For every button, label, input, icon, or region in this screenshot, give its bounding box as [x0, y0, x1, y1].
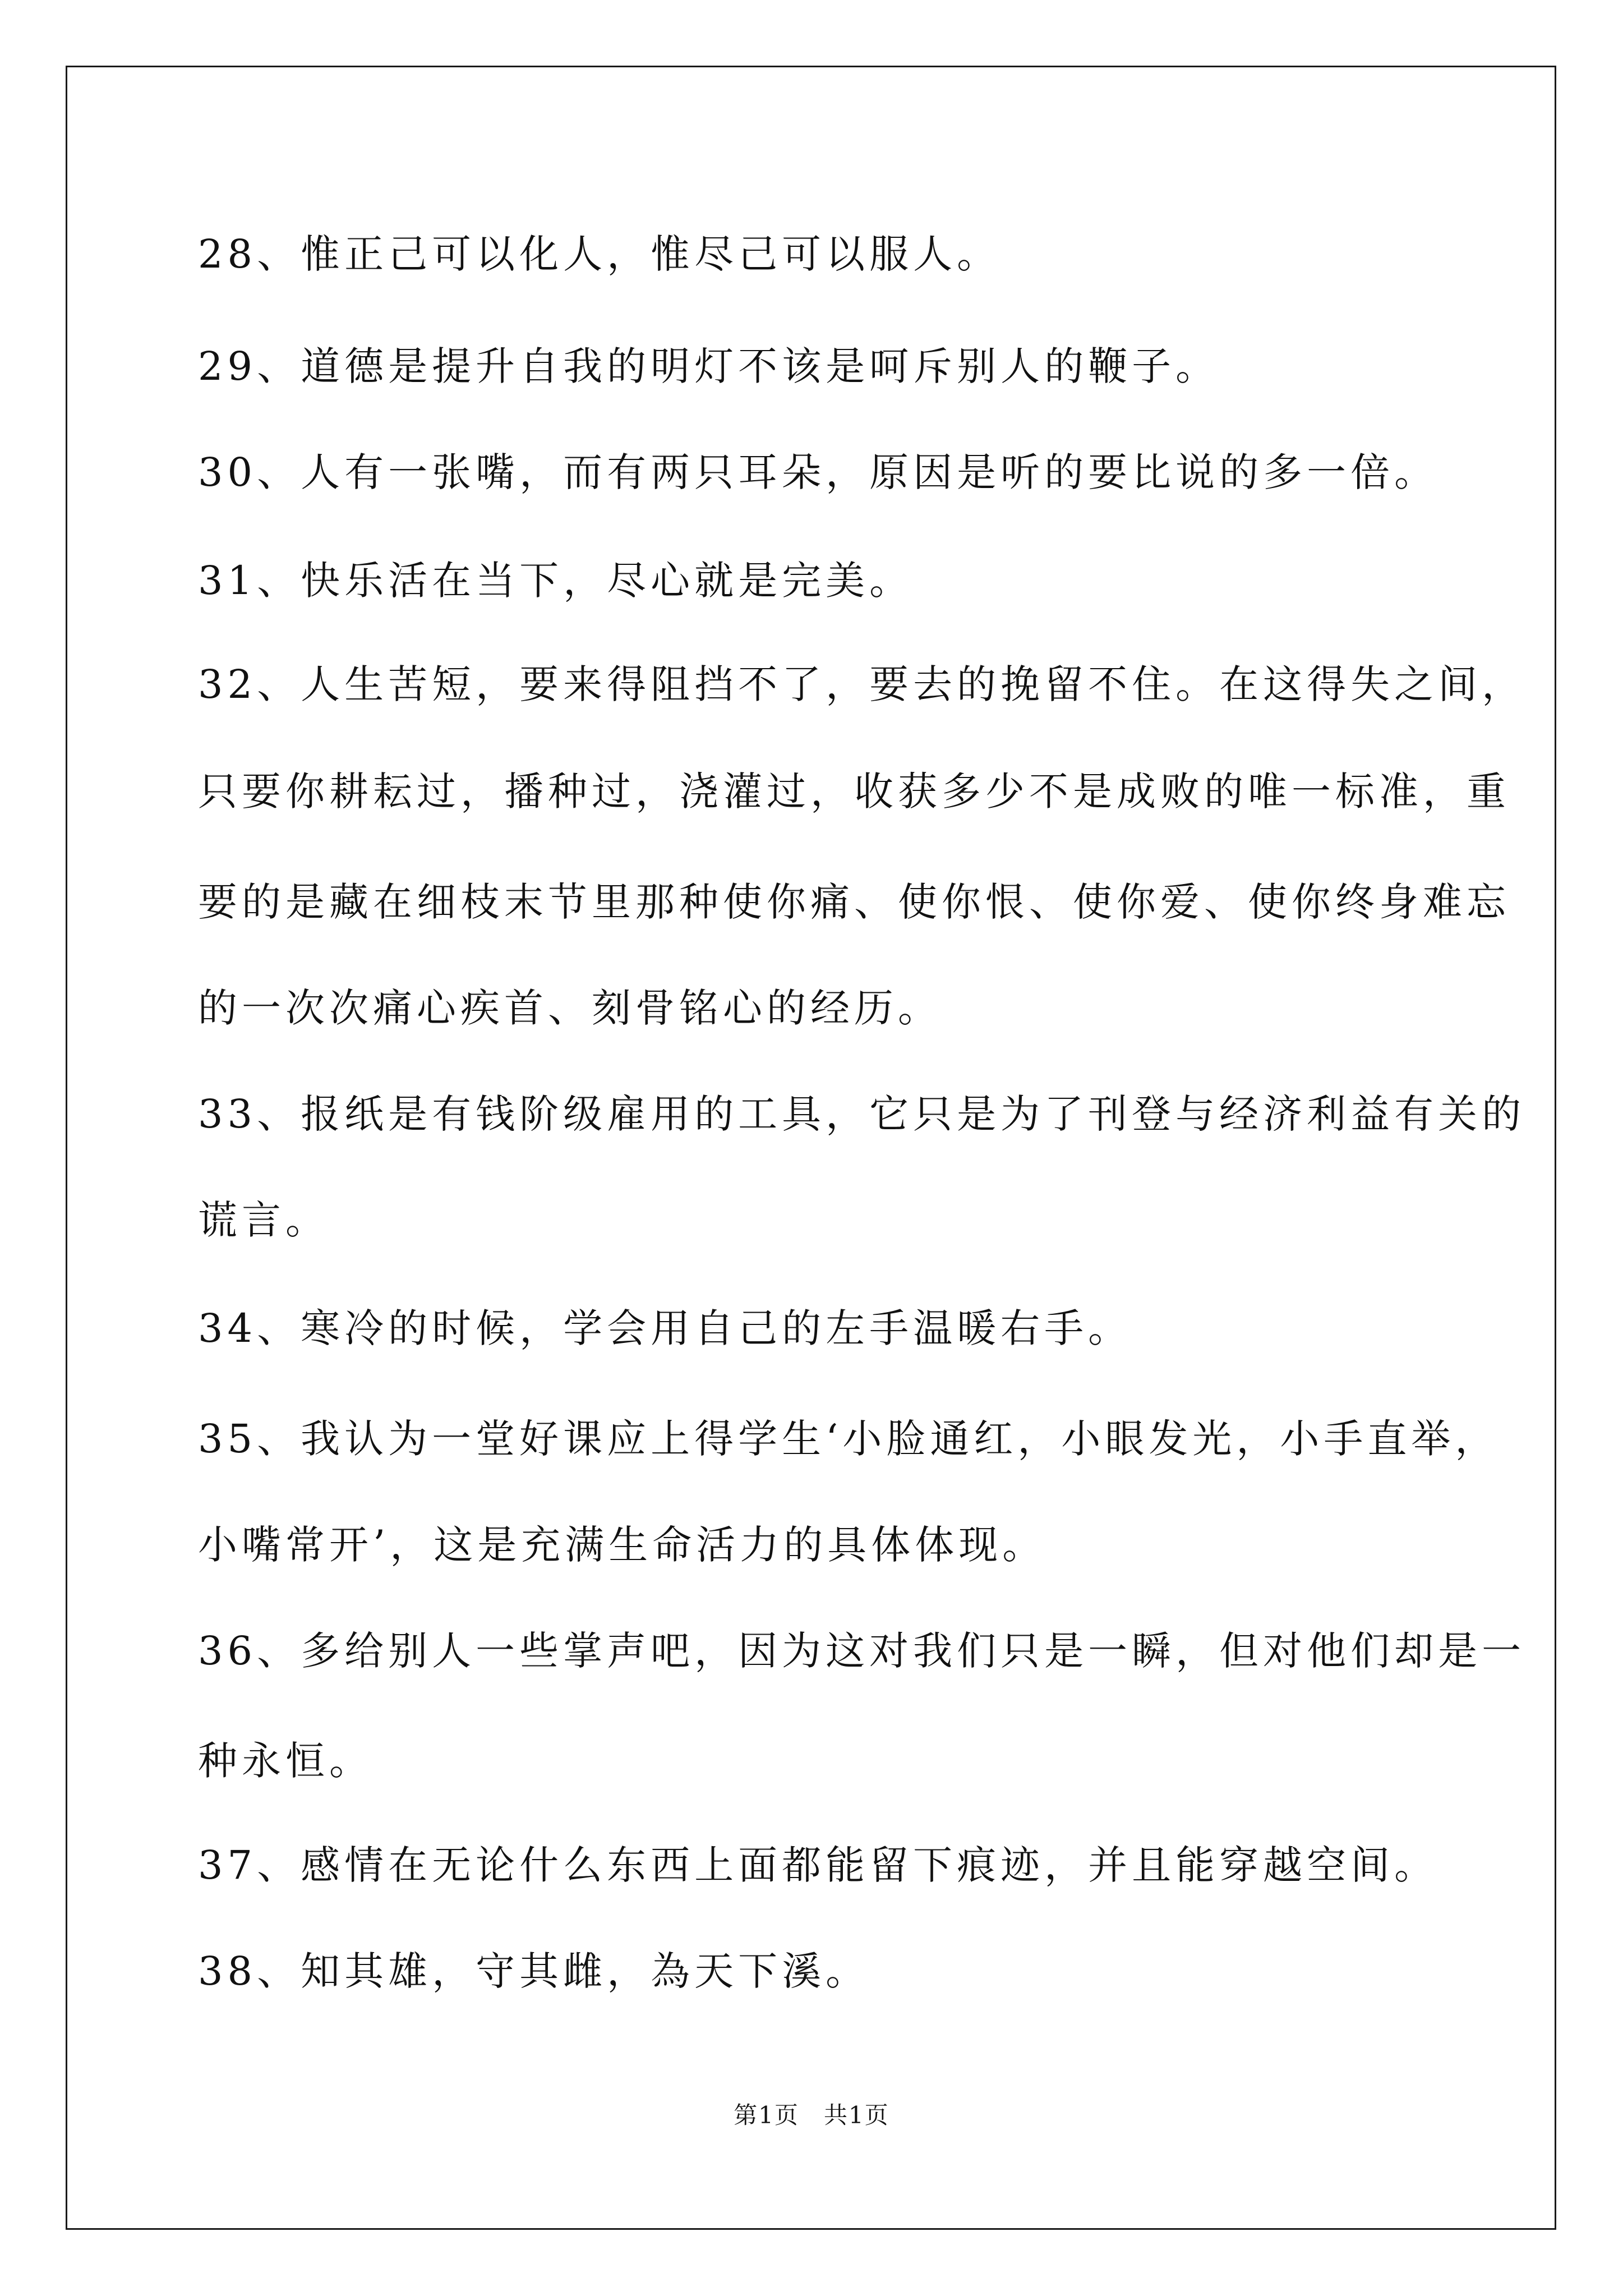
page-number: 第1页 共1页 [734, 2101, 889, 2129]
text-line: 38、知其雄，守其雌，為天下溪。 [198, 1948, 870, 1994]
text-line: 29、道德是提升自我的明灯不该是呵斥别人的鞭子。 [198, 343, 1220, 389]
text-line: 31、快乐活在当下，尽心就是完美。 [198, 558, 914, 604]
text-line: 36、多给别人一些掌声吧，因为这对我们只是一瞬，但对他们却是一 [198, 1628, 1526, 1674]
text-line: 32、人生苦短，要来得阻挡不了，要去的挽留不住。在这得失之间， [198, 661, 1526, 707]
text-line: 小嘴常开’，这是充满生命活力的具体体现。 [198, 1522, 1046, 1568]
text-line: 28、惟正己可以化人，惟尽己可以服人。 [198, 231, 1001, 277]
text-line: 的一次次痛心疾首、刻骨铭心的经历。 [198, 985, 942, 1031]
text-line: 37、感情在无论什么东西上面都能留下痕迹，并且能穿越空间。 [198, 1842, 1438, 1888]
text-line: 种永恒。 [198, 1738, 373, 1784]
text-line: 谎言。 [198, 1197, 329, 1243]
text-line: 34、寒冷的时候，学会用自己的左手温暖右手。 [198, 1305, 1132, 1351]
text-line: 只要你耕耘过，播种过，浇灌过，收获多少不是成败的唯一标准，重 [198, 769, 1510, 815]
text-line: 30、人有一张嘴，而有两只耳朵，原因是听的要比说的多一倍。 [198, 449, 1438, 495]
text-line: 33、报纸是有钱阶级雇用的工具，它只是为了刊登与经济利益有关的 [198, 1091, 1526, 1137]
text-line: 35、我认为一堂好课应上得学生‘小脸通红，小眼发光，小手直举， [198, 1416, 1499, 1462]
text-line: 要的是藏在细枝末节里那种使你痛、使你恨、使你爱、使你终身难忘 [198, 879, 1510, 925]
